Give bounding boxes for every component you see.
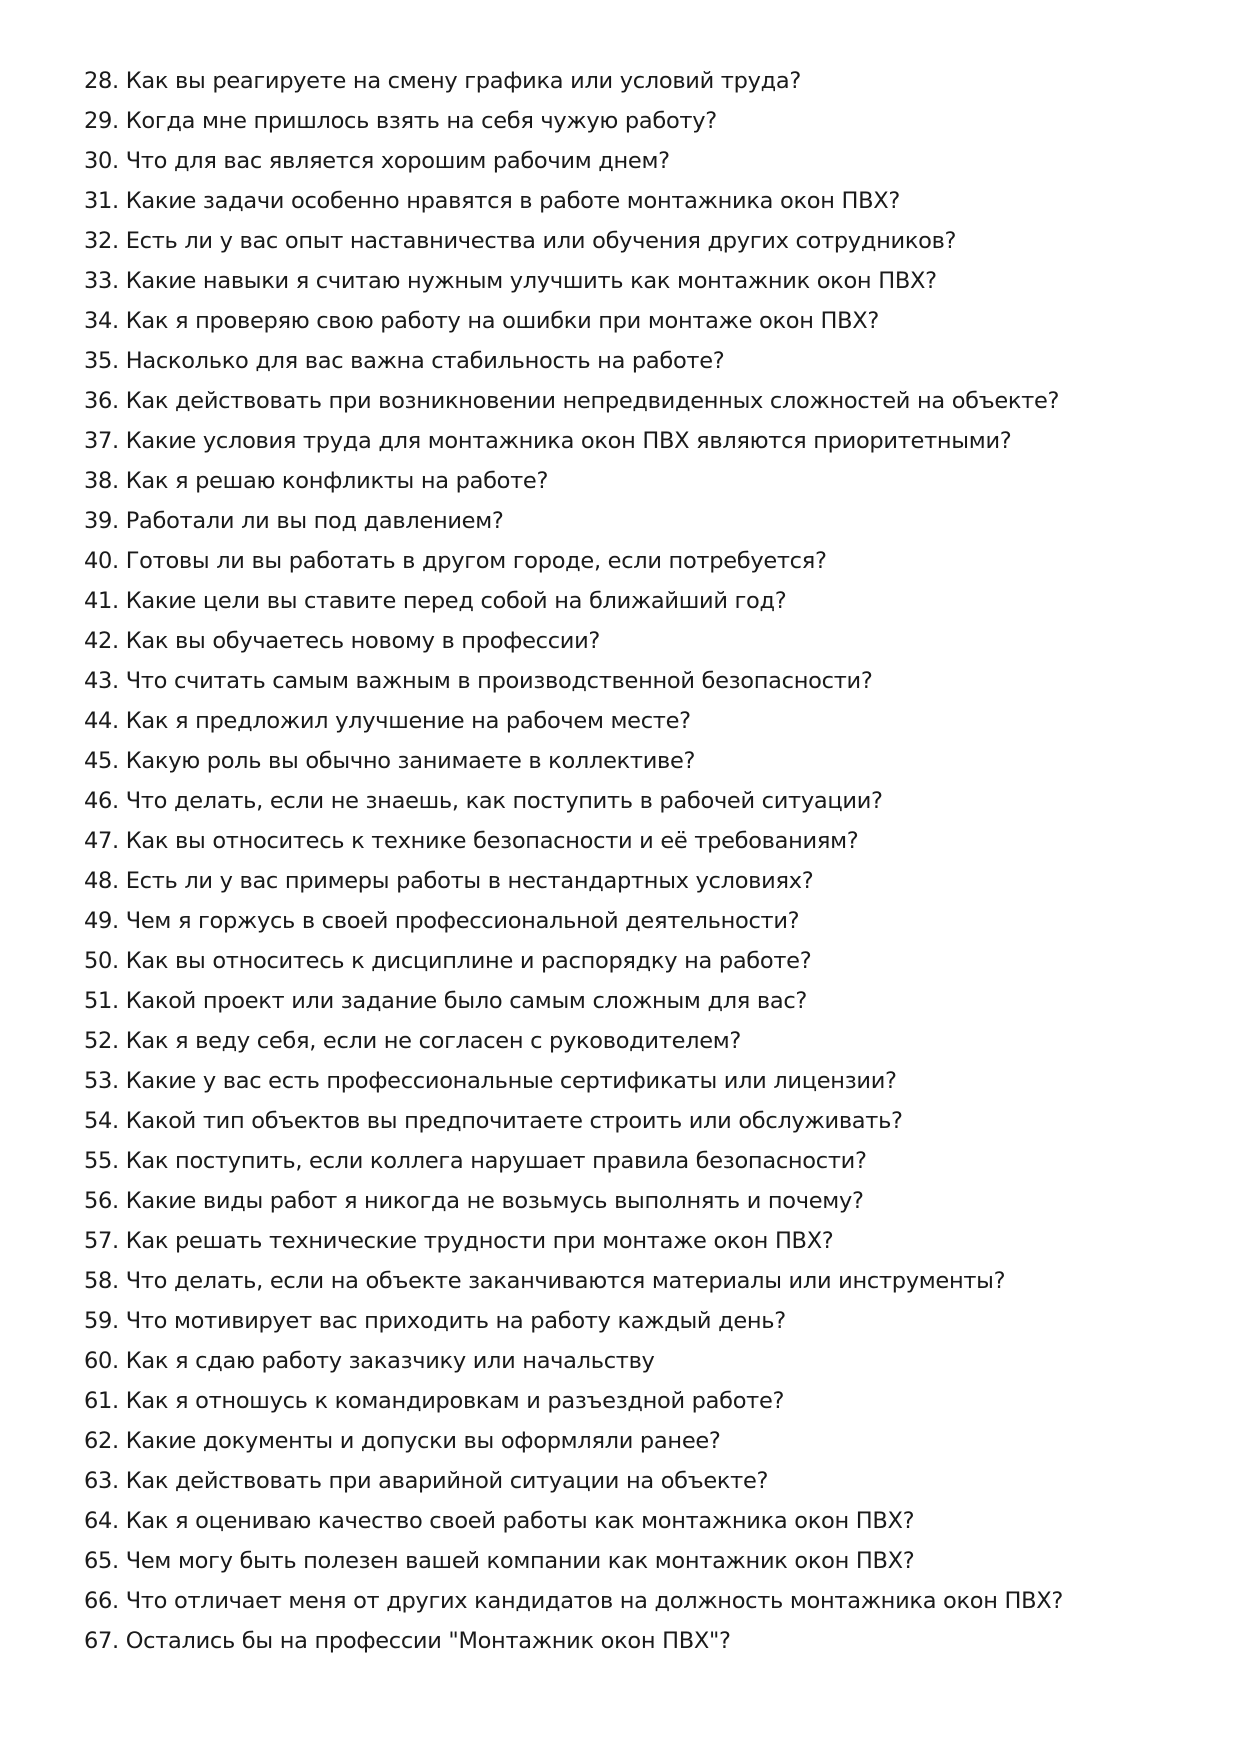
question-number: 46. [84, 788, 119, 814]
question-text: Как решать технические трудности при монтаже окон ПВХ? [125, 1228, 834, 1254]
question-text: Какие навыки я считаю нужным улучшить как монтажник окон ПВХ? [125, 268, 937, 294]
list-item [84, 1501, 1204, 1541]
question-text: Какой проект или задание было самым сложным для вас? [125, 988, 808, 1014]
question-text: Какой тип объектов вы предпочитаете строить или обслуживать? [125, 1108, 903, 1134]
list-item [84, 1621, 1204, 1661]
question-number: 52. [84, 1028, 119, 1054]
question-number: 65. [84, 1548, 119, 1574]
question-text: Что отличает меня от других кандидатов на должность монтажника окон ПВХ? [125, 1588, 1064, 1614]
list-item [84, 781, 1204, 821]
question-number: 44. [84, 708, 119, 734]
question-text: Как вы относитесь к технике безопасности и её требованиям? [125, 828, 859, 854]
list-item [84, 861, 1204, 901]
list-item [84, 1061, 1204, 1101]
question-number: 50. [84, 948, 119, 974]
question-text: Как я предложил улучшение на рабочем месте? [125, 708, 691, 734]
question-text: Есть ли у вас опыт наставничества или обучения других сотрудников? [125, 228, 957, 254]
question-text: Как я сдаю работу заказчику или начальству [125, 1348, 655, 1374]
question-text: Как я оцениваю качество своей работы как монтажника окон ПВХ? [125, 1508, 915, 1534]
question-text: Чем могу быть полезен вашей компании как монтажник окон ПВХ? [125, 1548, 915, 1574]
list-item [84, 701, 1204, 741]
question-text: Что считать самым важным в производственной безопасности? [125, 668, 873, 694]
list-item [84, 61, 1204, 101]
list-item [84, 1541, 1204, 1581]
question-text: Что для вас является хорошим рабочим днем? [125, 148, 670, 174]
question-text: Как поступить, если коллега нарушает правила безопасности? [125, 1148, 867, 1174]
question-text: Как вы обучаетесь новому в профессии? [125, 628, 601, 654]
question-number: 43. [84, 668, 119, 694]
question-text: Какие документы и допуски вы оформляли ранее? [125, 1428, 721, 1454]
question-number: 38. [84, 468, 119, 494]
question-number: 51. [84, 988, 119, 1014]
question-text: Есть ли у вас примеры работы в нестандартных условиях? [125, 868, 814, 894]
question-number: 61. [84, 1388, 119, 1414]
question-number: 32. [84, 228, 119, 254]
question-number: 54. [84, 1108, 119, 1134]
question-text: Как вы относитесь к дисциплине и распорядку на работе? [125, 948, 812, 974]
question-number: 45. [84, 748, 119, 774]
list-item [84, 1141, 1204, 1181]
list-item [84, 1461, 1204, 1501]
question-text: Как действовать при возникновении непредвиденных сложностей на объекте? [125, 388, 1060, 414]
list-item [84, 1021, 1204, 1061]
list-item [84, 221, 1204, 261]
list-item [84, 1381, 1204, 1421]
list-item [84, 1581, 1204, 1621]
question-number: 40. [84, 548, 119, 574]
question-number: 53. [84, 1068, 119, 1094]
list-item [84, 541, 1204, 581]
question-text: Какие условия труда для монтажника окон ПВХ являются приоритетными? [125, 428, 1012, 454]
question-number: 48. [84, 868, 119, 894]
question-number: 67. [84, 1628, 119, 1654]
list-item [84, 821, 1204, 861]
question-text: Как я веду себя, если не согласен с руководителем? [125, 1028, 742, 1054]
question-number: 58. [84, 1268, 119, 1294]
question-number: 35. [84, 348, 119, 374]
question-text: Как действовать при аварийной ситуации на объекте? [125, 1468, 769, 1494]
question-text: Какие виды работ я никогда не возьмусь выполнять и почему? [125, 1188, 864, 1214]
question-number: 29. [84, 108, 119, 134]
question-number: 42. [84, 628, 119, 654]
list-item [84, 741, 1204, 781]
question-number: 55. [84, 1148, 119, 1174]
question-number: 30. [84, 148, 119, 174]
question-number: 37. [84, 428, 119, 454]
list-item [84, 901, 1204, 941]
list-item [84, 301, 1204, 341]
question-text: Какую роль вы обычно занимаете в коллективе? [125, 748, 696, 774]
list-item [84, 1181, 1204, 1221]
question-text: Как я решаю конфликты на работе? [125, 468, 549, 494]
list-item [84, 261, 1204, 301]
question-number: 28. [84, 68, 119, 94]
question-text: Готовы ли вы работать в другом городе, если потребуется? [125, 548, 827, 574]
question-text: Как я проверяю свою работу на ошибки при монтаже окон ПВХ? [125, 308, 880, 334]
list-item [84, 941, 1204, 981]
question-text: Насколько для вас важна стабильность на работе? [125, 348, 725, 374]
list-item [84, 141, 1204, 181]
question-number: 34. [84, 308, 119, 334]
question-text: Остались бы на профессии "Монтажник окон ПВХ"? [125, 1628, 731, 1654]
question-number: 59. [84, 1308, 119, 1334]
list-item [84, 621, 1204, 661]
question-number: 31. [84, 188, 119, 214]
question-text: Работали ли вы под давлением? [125, 508, 504, 534]
list-item [84, 1261, 1204, 1301]
question-number: 56. [84, 1188, 119, 1214]
question-text: Что мотивирует вас приходить на работу каждый день? [125, 1308, 786, 1334]
list-item [84, 1341, 1204, 1381]
question-number: 62. [84, 1428, 119, 1454]
question-number: 41. [84, 588, 119, 614]
list-item [84, 181, 1204, 221]
question-list [84, 61, 1204, 1661]
list-item [84, 341, 1204, 381]
list-item [84, 381, 1204, 421]
list-item [84, 981, 1204, 1021]
question-text: Чем я горжусь в своей профессиональной деятельности? [125, 908, 800, 934]
question-text: Что делать, если не знаешь, как поступить в рабочей ситуации? [125, 788, 883, 814]
list-item [84, 461, 1204, 501]
question-number: 66. [84, 1588, 119, 1614]
list-item [84, 501, 1204, 541]
list-item [84, 101, 1204, 141]
list-item [84, 1101, 1204, 1141]
question-text: Какие у вас есть профессиональные сертификаты или лицензии? [125, 1068, 897, 1094]
question-text: Когда мне пришлось взять на себя чужую работу? [125, 108, 717, 134]
question-number: 49. [84, 908, 119, 934]
question-number: 64. [84, 1508, 119, 1534]
question-number: 39. [84, 508, 119, 534]
list-item [84, 581, 1204, 621]
question-number: 60. [84, 1348, 119, 1374]
question-number: 36. [84, 388, 119, 414]
list-item [84, 1421, 1204, 1461]
question-number: 57. [84, 1228, 119, 1254]
question-text: Что делать, если на объекте заканчиваются материалы или инструменты? [125, 1268, 1006, 1294]
question-text: Как я отношусь к командировкам и разъездной работе? [125, 1388, 785, 1414]
list-item [84, 1301, 1204, 1341]
list-item [84, 421, 1204, 461]
question-number: 63. [84, 1468, 119, 1494]
question-text: Какие цели вы ставите перед собой на ближайший год? [125, 588, 787, 614]
question-text: Какие задачи особенно нравятся в работе монтажника окон ПВХ? [125, 188, 900, 214]
question-number: 47. [84, 828, 119, 854]
question-number: 33. [84, 268, 119, 294]
list-item [84, 661, 1204, 701]
list-item [84, 1221, 1204, 1261]
question-text: Как вы реагируете на смену графика или условий труда? [125, 68, 801, 94]
